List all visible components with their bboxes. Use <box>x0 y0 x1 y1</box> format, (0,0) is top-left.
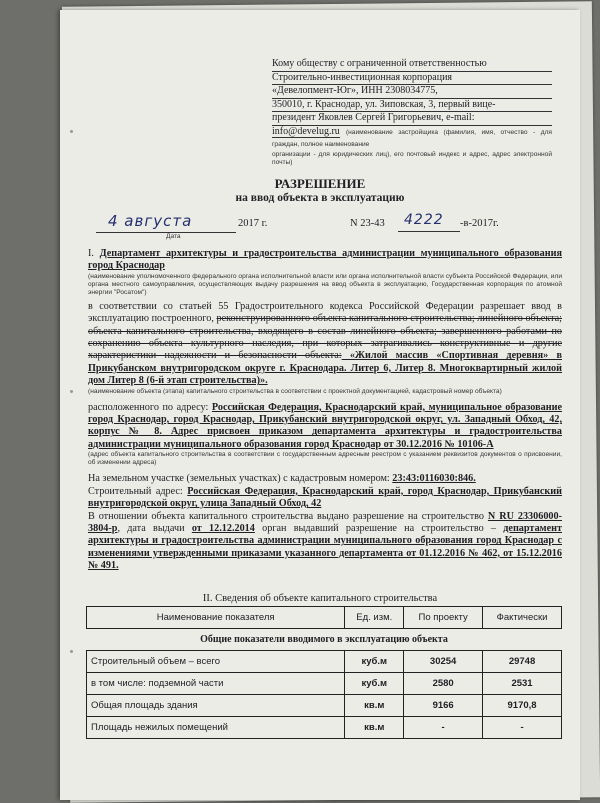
indicator-unit: кв.м <box>345 717 404 739</box>
indicator-name: Строительный объем – всего <box>87 651 345 673</box>
binder-hole <box>70 130 73 133</box>
authority-caption: (наименование уполномоченного федерального органа исполнительной власти или органа исполнительной власти субъекта Российской Федерации, или органа местного самоуправления, осуществляющих выдачу разрешения на ввод объекта в эксплуатацию, Государственная корпорация по атомной энергии "Росатом") <box>88 272 562 296</box>
document-subtitle: на ввод объекта в эксплуатацию <box>235 192 405 204</box>
indicator-name: в том числе: подземной части <box>87 673 345 695</box>
struck-text: реконструированного объекта капитального строительства; линейного объекта; объекта капитального строительства, входящего в состав линейного объекта; завершенного работами по сохранению объекта культурного наследия, при которых затрагивались конструктивные и другие характеристики надежности и безопасности объекта: <box>88 313 563 362</box>
location-caption: (адрес объекта капитального строительства в соответствии с государственным адресным реестром с указанием реквизитов документов о присвоении, об изменении адреса) <box>88 451 562 467</box>
indicator-unit: куб.м <box>345 651 404 673</box>
recipient-line: Строительно-инвестиционная корпорация <box>272 72 552 86</box>
permission-text: в соответствии со статьей 55 Градостроительного кодекса Российской Федерации разрешает ввод в эксплуатацию построенного, <box>88 300 562 325</box>
location-paragraph <box>88 402 562 452</box>
date-field <box>96 210 236 233</box>
indicator-project: 2580 <box>404 673 483 695</box>
recipient-line: 350010, г. Краснодар, ул. Зиповская, 3, первый вице- <box>272 99 552 113</box>
recipient-line: президент Яковлев Сергей Григорьевич, e-mail: <box>272 112 552 126</box>
binder-hole <box>70 650 73 653</box>
permit-prefix: В отношении объекта капитального строительства выдано разрешение на строительство <box>88 510 488 522</box>
recipient-caption: (наименование застройщика (фамилия, имя, отчество - для граждан, полное наименование <box>272 128 553 148</box>
object-caption: (наименование объекта (этапа) капитального строительства в соответствии с проектной документацией, кадастровый номер объекта) <box>88 387 502 395</box>
indicator-project: 9166 <box>404 695 483 717</box>
cadastral-number: 23:43:0116030:846. <box>392 473 476 485</box>
table-header-row <box>87 607 562 629</box>
indicator-project: - <box>404 717 483 739</box>
permit-number-suffix: -в-2017г. <box>460 218 499 229</box>
date-caption: Дата <box>166 233 181 240</box>
permit-mid: , дата выдачи <box>117 522 192 534</box>
indicator-actual: 29748 <box>483 651 562 673</box>
construction-address <box>88 486 562 511</box>
column-header: Наименование показателя <box>87 607 345 629</box>
binder-hole <box>70 390 73 393</box>
section-numeral: I. <box>88 248 94 259</box>
column-header: Ед. изм. <box>345 607 404 629</box>
construction-permit-number: N RU 23306000-3804-р <box>88 510 562 534</box>
land-prefix: На земельном участке (земельных участках) с кадастровым номером: <box>88 473 393 485</box>
recipient-email: info@develug.ru <box>272 125 340 137</box>
table-row <box>87 717 562 739</box>
construction-permit-date: от 12.12.2014 <box>191 522 255 534</box>
recipient-block <box>272 58 552 167</box>
table-group-row <box>87 629 562 651</box>
permission-paragraph <box>88 301 562 388</box>
indicator-actual: - <box>483 717 562 739</box>
group-title: Общие показатели вводимого в эксплуатацию объекта <box>87 629 562 651</box>
permit-paragraph <box>88 511 562 573</box>
location-prefix: расположенного по адресу: <box>88 401 212 413</box>
construction-address-value: Российская Федерация, Краснодарский край, город Краснодар, Прикубанский внутригородской округ, улица Западный Обход, 42 <box>88 485 562 510</box>
date-year: 2017 г. <box>238 218 268 229</box>
indicator-actual: 2531 <box>483 673 562 695</box>
permit-number-prefix: N 23-43 <box>350 218 385 229</box>
column-header: Фактически <box>483 607 562 629</box>
table-row <box>87 673 562 695</box>
indicator-project: 30254 <box>404 651 483 673</box>
permit-organ: департамент архитектуры и градостроительства администрации муниципального образования город Краснодар с изменениями утвержденными приказами указанного департамента от 01.12.2016 № 462, от 15.12.2016 № 491. <box>88 522 562 572</box>
table-row <box>87 695 562 717</box>
object-address: Российская Федерация, Краснодарский край, муниципальное образование город Краснодар, город Краснодар, Прикубанский внутригородской округ, ул. Западный Обход, 42, корпус № 8. Адрес присвоен приказом департамента архитектуры и градостроительства администрации муниципального образования город Краснодар от 30.12.2016 № 10106-А <box>88 401 562 450</box>
land-paragraph <box>88 473 562 485</box>
table-row <box>87 651 562 673</box>
construction-address-prefix: Строительный адрес: <box>88 485 188 497</box>
indicator-unit: кв.м <box>345 695 404 717</box>
indicators-table <box>86 606 562 739</box>
permit-document <box>60 10 580 800</box>
indicator-name: Площадь нежилых помещений <box>87 717 345 739</box>
permit-mid2: орган выдавший разрешение на строительство – <box>254 522 504 534</box>
handwritten-number: 4222 <box>404 212 444 228</box>
handwritten-date: 4 августа <box>108 212 193 230</box>
recipient-line: «Девелопмент-Юг», ИНН 2308034775, <box>272 85 552 99</box>
document-title: РАЗРЕШЕНИЕ <box>274 176 366 191</box>
recipient-line: Кому обществу с ограниченной ответственностью <box>272 58 552 72</box>
issuing-authority <box>88 248 562 273</box>
indicator-unit: куб.м <box>345 673 404 695</box>
recipient-caption: организации - для юридических лиц), его почтовый индекс и адрес, адрес электронной почты) <box>272 150 552 166</box>
indicator-actual: 9170,8 <box>483 695 562 717</box>
object-name: «Жилой массив «Спортивная деревня» в Прикубанском внутригородском округе г. Краснодара. Литер 6, Литер 8. Многоквартирный жилой дом Литер 8 (6-й этап строительства)». <box>88 350 562 387</box>
indicator-name: Общая площадь здания <box>87 695 345 717</box>
authority-name: Департамент архитектуры и градостроительства администрации муниципального образования город Краснодар <box>88 248 563 272</box>
column-header: По проекту <box>404 607 483 629</box>
permit-number-field <box>398 212 460 232</box>
section-2-heading: II. Сведения об объекте капитального строительства <box>202 593 438 604</box>
section-1 <box>88 248 562 573</box>
